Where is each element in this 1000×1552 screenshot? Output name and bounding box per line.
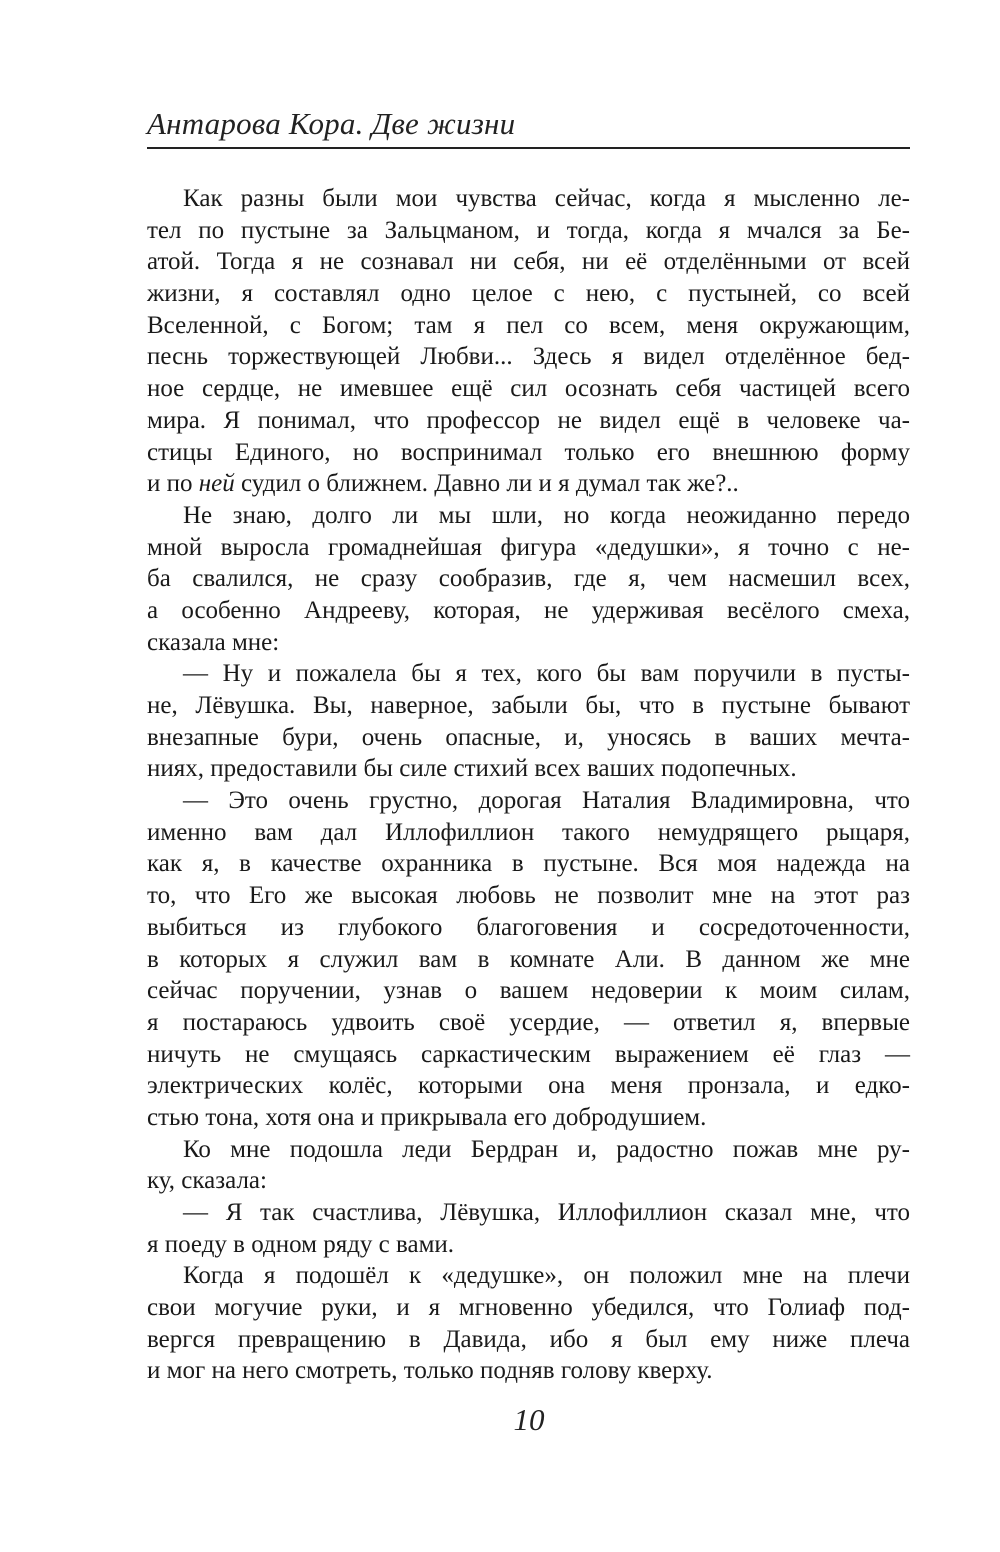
text-line: песнь торжествующей Любви... Здесь я видел отделённое бед- <box>147 343 910 371</box>
text-line: я поеду в одном ряду с вами. <box>147 1230 455 1258</box>
text-line: стицы Единого, но воспринимал только его внешнюю форму <box>147 438 910 466</box>
text-line: свои могучие руки, и я мгновенно убедился, что Голиаф под- <box>147 1294 910 1322</box>
text-line: ничуть не смущаясь саркастическим выражением её глаз — <box>147 1040 910 1068</box>
text-line: я постараюсь удвоить своё усердие, — ответил я, впервые <box>147 1008 910 1036</box>
text-line: жизни, я составлял одно целое с нею, с пустыней, со всей <box>147 280 910 308</box>
text-line: стью тона, хотя она и прикрывала его добродушием. <box>147 1103 707 1131</box>
text-line: ба свалился, не сразу сообразив, где я, чем насмешил всех, <box>147 565 910 593</box>
text-line: Как разны были мои чувства сейчас, когда я мысленно ле- <box>183 185 910 212</box>
text-line: ку, сказала: <box>147 1167 267 1195</box>
text-run: и по <box>147 470 199 498</box>
emphasis-run: ней <box>198 470 235 498</box>
text-line: Когда я подошёл к «дедушке», он положил мне на плечи <box>183 1262 910 1290</box>
text-line: а особенно Андрееву, которая, не удерживая весёлого смеха, <box>147 596 910 624</box>
text-line: электрических колёс, которыми она меня пронзала, и едко- <box>147 1072 910 1100</box>
text-line: — Я так счастлива, Лёвушка, Иллофиллион сказал мне, что <box>183 1199 910 1226</box>
text-line: ниях, предоставили бы силе стихий всех ваших подопечных. <box>147 755 797 783</box>
text-line: сказала мне: <box>147 628 280 656</box>
text-line: Ко мне подошла леди Бердран и, радостно пожав мне ру- <box>183 1135 910 1163</box>
text-line: выбиться из глубокого благоговения и сосредоточенности, <box>147 913 910 941</box>
text-line: — Это очень грустно, дорогая Наталия Владимировна, что <box>183 787 910 815</box>
text-line: не, Лёвушка. Вы, наверное, забыли бы, что в пустыне бывают <box>147 692 910 719</box>
text-line: то, что Его же высокая любовь не позволит мне на этот раз <box>147 882 910 910</box>
text-line: ное сердце, не имевшее ещё сил осознать себя частицей всего <box>147 375 910 403</box>
text-line: тел по пустыне за Зальцманом, и тогда, когда я мчался за Бе- <box>147 216 910 244</box>
page-number: 10 <box>513 1402 545 1437</box>
text-line: Не знаю, долго ли мы шли, но когда неожиданно передо <box>183 501 910 529</box>
header-rule <box>147 147 910 149</box>
text-line <box>147 468 910 500</box>
text-line: и мог на него смотреть, только подняв голову кверху. <box>147 1357 713 1385</box>
text-line: — Ну и пожалела бы я тех, кого бы вам поручили в пусты- <box>183 660 910 688</box>
text-run: судил о ближнем. Давно ли и я думал так же?.. <box>234 470 739 498</box>
running-title: Антарова Кора. Две жизни <box>147 106 516 141</box>
text-line: атой. Тогда я не сознавал ни себя, ни её отделёнными от всей <box>147 248 910 276</box>
text-line: вергся превращению в Давида, ибо я был ему ниже плеча <box>147 1325 910 1353</box>
text-line: мной выросла громаднейшая фигура «дедушки», я точно с не- <box>147 533 910 561</box>
text-line: Вселенной, с Богом; там я пел со всем, меня окружающим, <box>147 311 910 339</box>
text-line: мира. Я понимал, что профессор не видел ещё в человеке ча- <box>147 406 910 434</box>
text-line: как я, в качестве охранника в пустыне. Вся моя надежда на <box>147 850 910 878</box>
text-line: сейчас поручении, узнав о вашем недоверии к моим силам, <box>147 977 910 1005</box>
text-line: именно вам дал Иллофиллион такого немудрящего рыцаря, <box>147 818 910 846</box>
body-text <box>147 183 910 1387</box>
text-line: внезапные бури, очень опасные, и, уносясь в ваших мечта- <box>147 723 910 751</box>
text-line: в которых я служил вам в комнате Али. В данном же мне <box>147 945 910 973</box>
